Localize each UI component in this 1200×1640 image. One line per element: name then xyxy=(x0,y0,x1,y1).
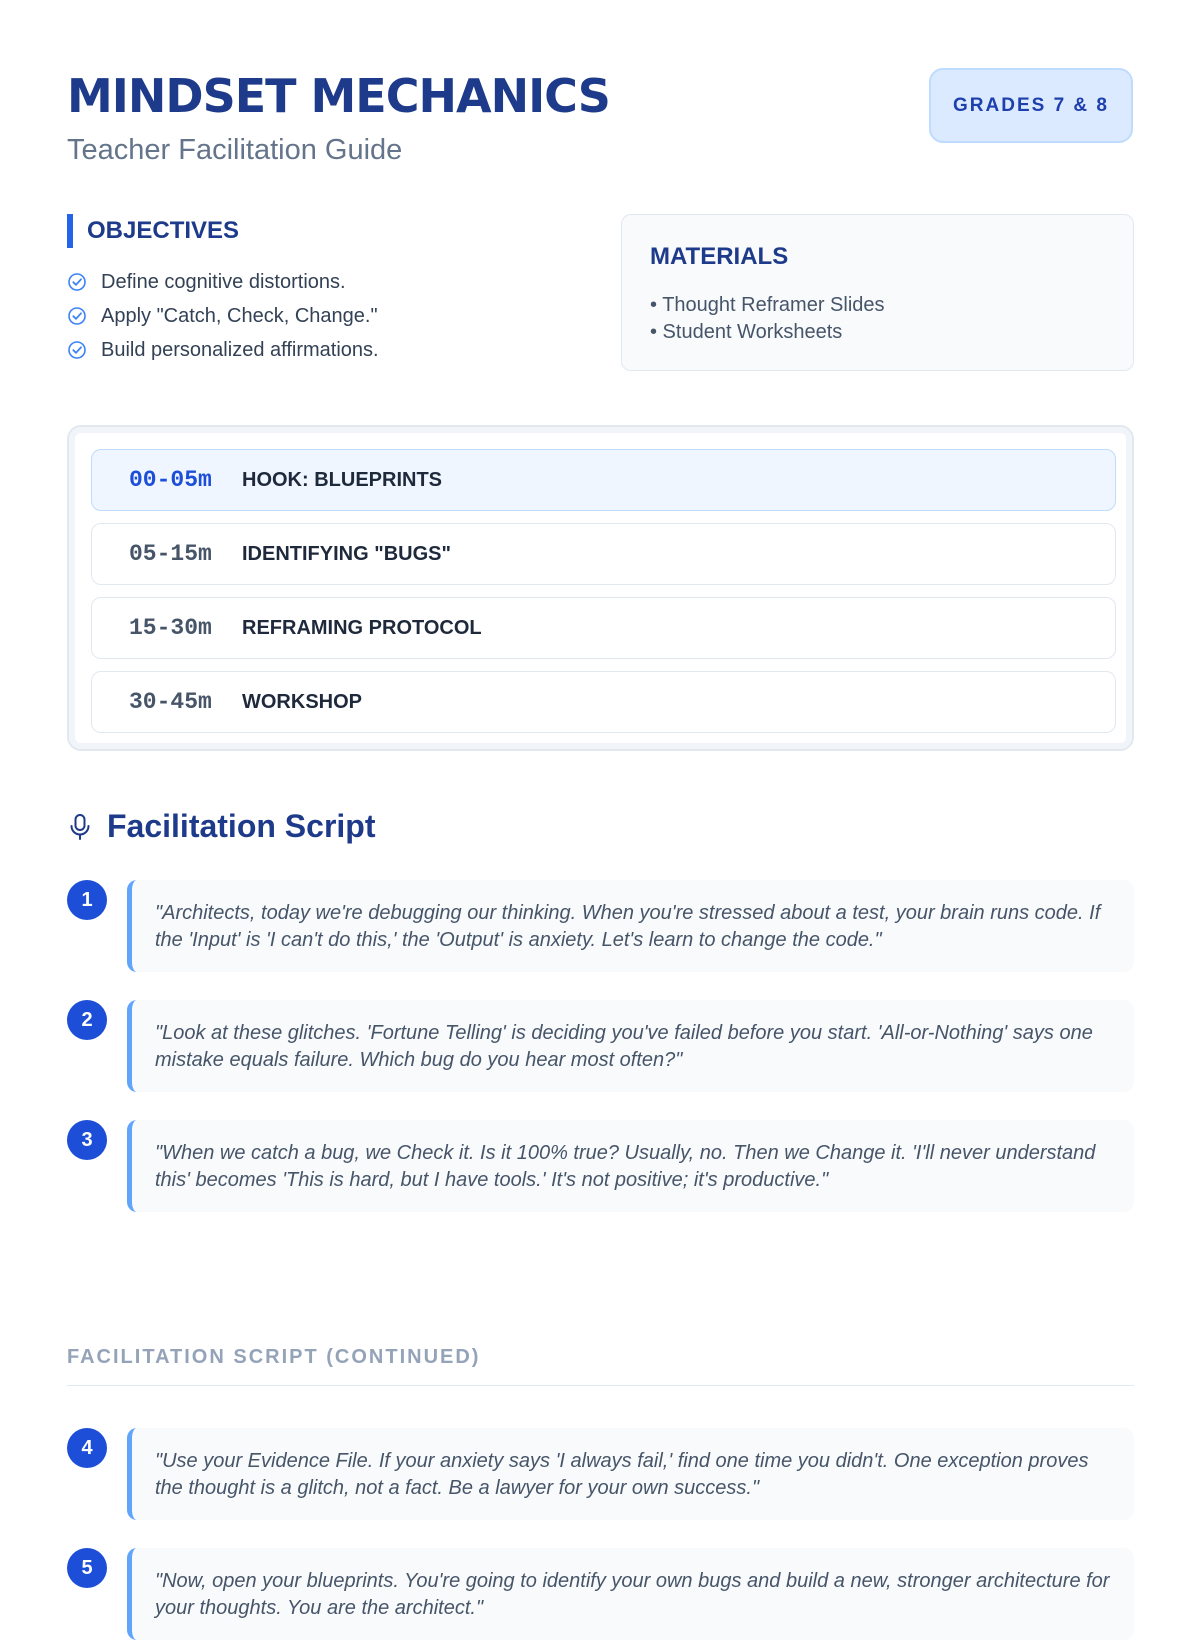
objective-item xyxy=(67,265,379,299)
step-number: 1 xyxy=(67,880,107,920)
step-number: 5 xyxy=(67,1548,107,1588)
step-number: 4 xyxy=(67,1428,107,1468)
materials-list xyxy=(650,292,885,346)
agenda-timeline xyxy=(67,425,1134,751)
step-quote: "Architects, today we're debugging our thinking. When you're stressed about a test, your brain runs code. If the 'Input' is 'I can't do this,' the 'Output' is anxiety. Let's learn to change the code." xyxy=(127,880,1134,972)
section-divider xyxy=(67,1385,1134,1386)
agenda-time: 00-05m xyxy=(129,467,212,493)
step-number: 2 xyxy=(67,1000,107,1040)
agenda-time: 30-45m xyxy=(129,689,212,715)
objectives-list xyxy=(67,265,379,367)
agenda-time: 05-15m xyxy=(129,541,212,567)
agenda-row xyxy=(91,597,1116,659)
agenda-label: HOOK: BLUEPRINTS xyxy=(242,468,442,491)
script-heading xyxy=(67,808,375,845)
step-number: 3 xyxy=(67,1120,107,1160)
grade-badge: GRADES 7 & 8 xyxy=(929,68,1133,143)
page-subtitle: Teacher Facilitation Guide xyxy=(67,134,403,166)
objective-text: Build personalized affirmations. xyxy=(101,338,379,361)
agenda-row xyxy=(91,671,1116,733)
materials-heading: MATERIALS xyxy=(650,243,789,270)
agenda-time: 15-30m xyxy=(129,615,212,641)
objective-item xyxy=(67,333,379,367)
check-circle-icon xyxy=(67,340,87,360)
continued-label: FACILITATION SCRIPT (CONTINUED) xyxy=(67,1346,481,1368)
check-circle-icon xyxy=(67,272,87,292)
objective-text: Define cognitive distortions. xyxy=(101,270,346,293)
microphone-icon xyxy=(67,812,93,842)
page-title: MINDSET MECHANICS xyxy=(67,69,610,123)
materials-card xyxy=(621,214,1134,371)
objective-text: Apply "Catch, Check, Change." xyxy=(101,304,378,327)
objective-item xyxy=(67,299,379,333)
step-quote: "Now, open your blueprints. You're going to identify your own bugs and build a new, stronger architecture for your thoughts. You are the architect." xyxy=(127,1548,1134,1640)
agenda-row xyxy=(91,523,1116,585)
agenda-label: WORKSHOP xyxy=(242,690,362,713)
step-quote: "When we catch a bug, we Check it. Is it 100% true? Usually, no. Then we Change it. 'I'll never understand this' becomes 'This is hard, but I have tools.' It's not positive; it's productive." xyxy=(127,1120,1134,1212)
agenda-label: IDENTIFYING "BUGS" xyxy=(242,542,451,565)
agenda-label: REFRAMING PROTOCOL xyxy=(242,616,482,639)
step-quote: "Look at these glitches. 'Fortune Telling' is deciding you've failed before you start. 'All-or-Nothing' says one mistake equals failure. Which bug do you hear most often?" xyxy=(127,1000,1134,1092)
objectives-heading: OBJECTIVES xyxy=(67,214,239,248)
materials-item: • Student Worksheets xyxy=(650,321,843,343)
check-circle-icon xyxy=(67,306,87,326)
agenda-row xyxy=(91,449,1116,511)
materials-item: • Thought Reframer Slides xyxy=(650,294,885,316)
step-quote: "Use your Evidence File. If your anxiety says 'I always fail,' find one time you didn't. One exception proves the thought is a glitch, not a fact. Be a lawyer for your own success." xyxy=(127,1428,1134,1520)
script-title: Facilitation Script xyxy=(107,808,376,844)
